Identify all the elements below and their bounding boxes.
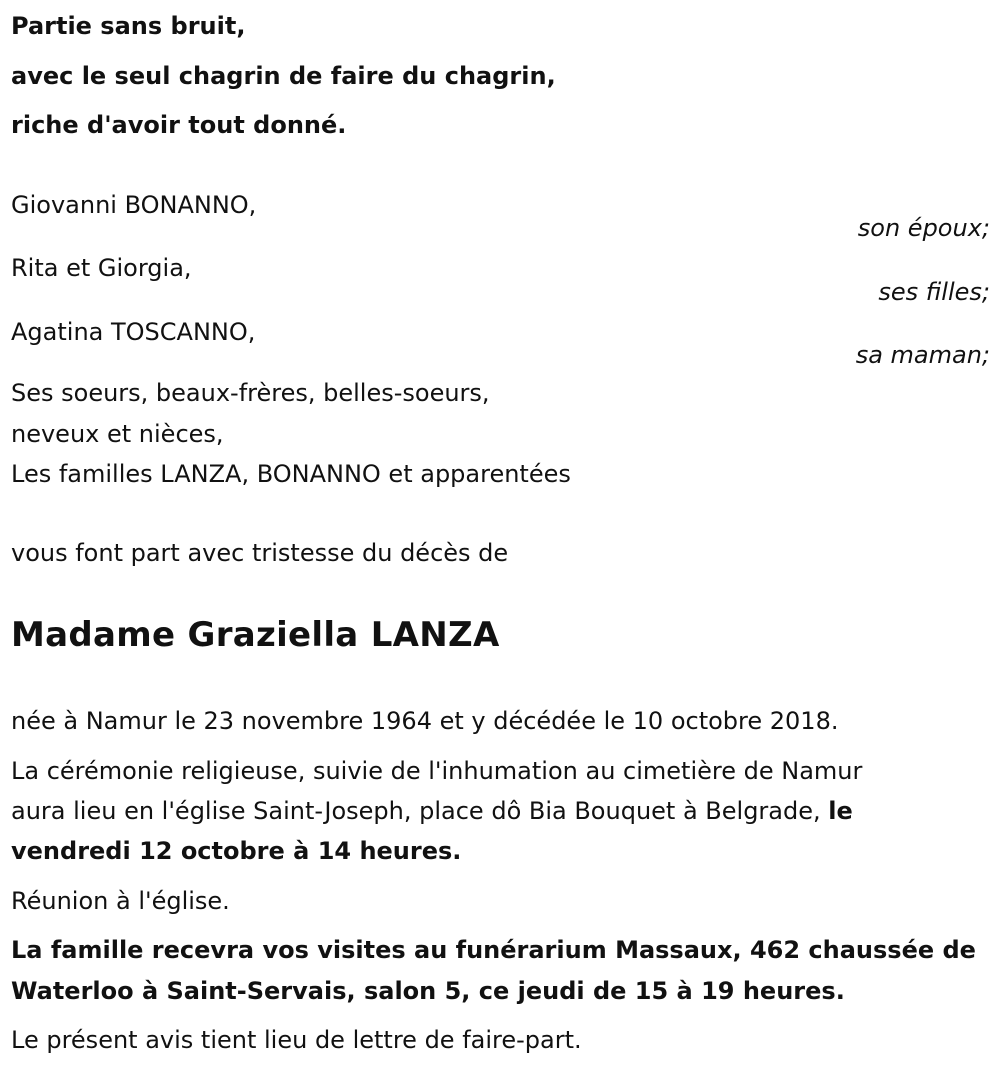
relatives-line: neveux et nièces,	[11, 420, 224, 448]
family-member-relation: son époux;	[857, 214, 990, 242]
deceased-name: Madame Graziella LANZA	[11, 615, 500, 655]
family-member-relation: ses filles;	[878, 278, 990, 306]
birth-death-dates: née à Namur le 23 novembre 1964 et y décédée le 10 octobre 2018.	[11, 707, 839, 735]
family-member-name: Giovanni BONANNO,	[11, 191, 257, 219]
ceremony-location: aura lieu en l'église Saint-Joseph, place dô Bia Bouquet à Belgrade,	[11, 797, 821, 825]
ceremony-date-start: le	[828, 797, 853, 825]
ceremony-date: vendredi 12 octobre à 14 heures.	[11, 837, 462, 865]
announcement: vous font part avec tristesse du décès de	[11, 539, 509, 567]
meeting-info: Réunion à l'église.	[11, 887, 230, 915]
relatives-line: Les familles LANZA, BONANNO et apparentées	[11, 460, 571, 488]
epitaph-line: Partie sans bruit,	[11, 12, 246, 40]
visits-line: La famille recevra vos visites au funérarium Massaux, 462 chaussée de	[11, 936, 976, 964]
ceremony-line	[11, 796, 853, 826]
relatives-line: Ses soeurs, beaux-frères, belles-soeurs,	[11, 379, 490, 407]
visits-line: Waterloo à Saint-Servais, salon 5, ce jeudi de 15 à 19 heures.	[11, 977, 845, 1005]
family-member-relation: sa maman;	[855, 341, 990, 369]
closing-note: Le présent avis tient lieu de lettre de faire-part.	[11, 1026, 582, 1054]
family-member-name: Agatina TOSCANNO,	[11, 318, 256, 346]
ceremony-line: La cérémonie religieuse, suivie de l'inhumation au cimetière de Namur	[11, 757, 863, 785]
epitaph-line: avec le seul chagrin de faire du chagrin,	[11, 62, 556, 90]
epitaph-line: riche d'avoir tout donné.	[11, 111, 347, 139]
family-member-name: Rita et Giorgia,	[11, 254, 192, 282]
